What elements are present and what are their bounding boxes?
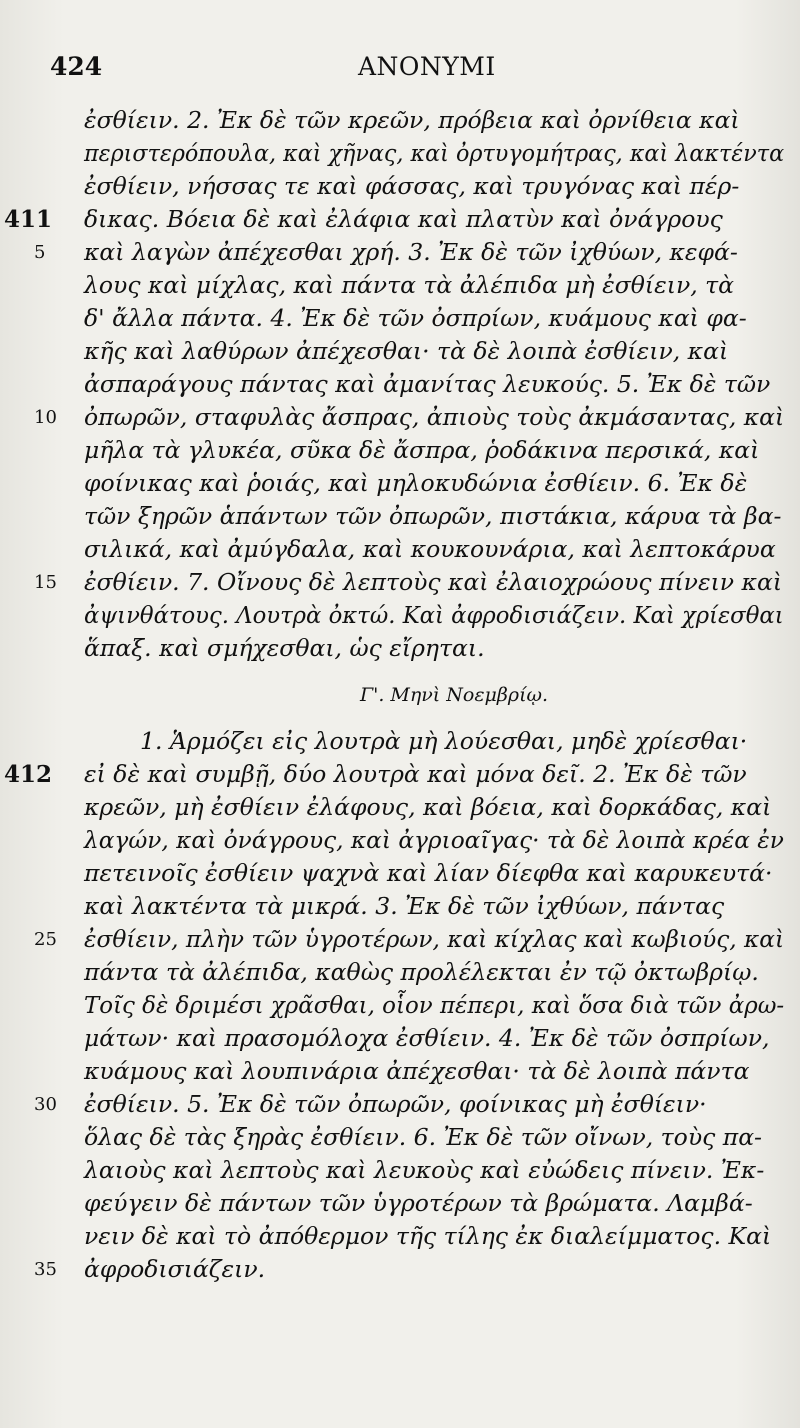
line-number: 15	[34, 572, 57, 593]
line-text: λαγών, καὶ ὀνάγρους, καὶ ἀγριοαῖγας· τὰ δὲ λοιπὰ κρέα ἐν	[84, 826, 784, 854]
line-text: ἀφροδισιάζειν.	[84, 1255, 266, 1283]
line-text: ἐσθίειν. 7. Οἴνους δὲ λεπτοὺς καὶ ἐλαιοχρώους πίνειν καὶ	[84, 568, 783, 596]
line-text: ὀπωρῶν, σταφυλὰς ἄσπρας, ἀπιοὺς τοὺς ἀκμάσαντας, καὶ	[84, 403, 785, 431]
line-text: τῶν ξηρῶν ἁπάντων τῶν ὀπωρῶν, πιστάκια, κάρυα τὰ βα-	[84, 502, 782, 530]
text-line	[84, 824, 784, 857]
text-line	[84, 989, 784, 1022]
text-line	[84, 1055, 784, 1088]
running-head	[0, 52, 800, 92]
line-text: μάτων· καὶ πρασομόλοχα ἐσθίειν. 4. Ἐκ δὲ τῶν ὀσπρίων,	[84, 1024, 770, 1052]
text-line	[84, 170, 784, 203]
body-text	[4, 104, 785, 1286]
line-text: ἀψινθάτους. Λουτρὰ ὀκτώ. Καὶ ἀφροδισιάζειν. Καὶ χρίεσθαι	[84, 601, 784, 629]
line-text: ἐσθίειν. 2. Ἐκ δὲ τῶν κρεῶν, πρόβεια καὶ ὀρνίθεια καὶ	[84, 106, 740, 134]
margin-reference-number: 411	[4, 206, 53, 233]
text-line	[84, 1154, 784, 1187]
text-line	[34, 401, 785, 434]
text-line	[34, 1088, 784, 1121]
line-text: λους καὶ μίχλας, καὶ πάντα τὰ ἀλέπιδα μὴ ἐσθίειν, τὰ	[84, 271, 735, 299]
text-line	[84, 725, 784, 758]
text-line	[84, 1220, 784, 1253]
line-text: κρεῶν, μὴ ἐσθίειν ἐλάφους, καὶ βόεια, καὶ δορκάδας, καὶ	[84, 793, 772, 821]
line-text: δ' ἄλλα πάντα. 4. Ἐκ δὲ τῶν ὀσπρίων, κυάμους καὶ φα-	[84, 304, 747, 332]
line-text: ἀσπαράγους πάντας καὶ ἀμανίτας λευκούς. 5. Ἐκ δὲ τῶν	[84, 370, 771, 398]
text-line	[84, 533, 784, 566]
line-text: φοίνικας καὶ ῥοιάς, καὶ μηλοκυδώνια ἐσθίειν. 6. Ἐκ δὲ	[84, 469, 748, 497]
line-text: εἰ δὲ καὶ συμβῇ, δύο λουτρὰ καὶ μόνα δεῖ. 2. Ἐκ δὲ τῶν	[84, 760, 747, 788]
line-number: 10	[34, 407, 57, 428]
text-line	[84, 269, 784, 302]
text-line	[84, 1121, 784, 1154]
text-line	[84, 599, 784, 632]
text-line	[84, 791, 784, 824]
line-number: 30	[34, 1094, 57, 1115]
line-text: κῆς καὶ λαθύρων ἀπέχεσθαι· τὰ δὲ λοιπὰ ἐσθίειν, καὶ	[84, 337, 729, 365]
page-number: 424	[50, 52, 103, 81]
text-line	[84, 137, 784, 170]
line-text: νειν δὲ καὶ τὸ ἀπόθερμον τῆς τίλης ἐκ διαλείμματος. Καὶ	[84, 1222, 772, 1250]
margin-reference-number: 412	[4, 761, 53, 788]
line-text: ἅπαξ. καὶ σμήχεσθαι, ὡς εἴρηται.	[84, 634, 485, 662]
text-line	[84, 104, 784, 137]
text-line	[84, 1187, 784, 1220]
line-text: περιστερόπουλα, καὶ χῆνας, καὶ ὀρτυγομήτρας, καὶ λακτέντα	[84, 139, 785, 167]
line-text: καὶ λαγὼν ἀπέχεσθαι χρή. 3. Ἐκ δὲ τῶν ἰχθύων, κεφά-	[84, 238, 738, 266]
text-line	[34, 566, 784, 599]
line-text: ἐσθίειν, πλὴν τῶν ὑγροτέρων, καὶ κίχλας καὶ κωβιούς, καὶ	[84, 925, 785, 953]
running-title: ANONYMI	[358, 52, 496, 81]
text-line	[34, 236, 784, 269]
section-heading: Γ'. Μηνὶ Νοεμβρίῳ.	[359, 684, 549, 706]
text-line	[84, 632, 784, 665]
text-line	[84, 956, 784, 989]
text-line	[34, 923, 785, 956]
line-text: δικας. Βόεια δὲ καὶ ἐλάφια καὶ πλατὺν καὶ ὀνάγρους	[84, 205, 723, 233]
line-text: 1. Ἁρμόζει εἰς λουτρὰ μὴ λούεσθαι, μηδὲ χρίεσθαι·	[140, 727, 748, 755]
text-line	[84, 335, 784, 368]
line-text: πετεινοῖς ἐσθίειν ψαχνὰ καὶ λίαν δίεφθα καὶ καρυκευτά·	[84, 859, 773, 887]
text-line	[4, 203, 784, 236]
line-text: πάντα τὰ ἀλέπιδα, καθὼς προλέλεκται ἐν τῷ ὀκτωβρίῳ.	[84, 958, 759, 986]
text-line	[84, 467, 784, 500]
line-text: φεύγειν δὲ πάντων τῶν ὑγροτέρων τὰ βρώματα. Λαμβά-	[84, 1189, 753, 1217]
text-line	[84, 368, 784, 401]
line-text: μῆλα τὰ γλυκέα, σῦκα δὲ ἄσπρα, ῥοδάκινα περσικά, καὶ	[84, 436, 760, 464]
text-line	[4, 758, 784, 791]
line-text: καὶ λακτέντα τὰ μικρά. 3. Ἐκ δὲ τῶν ἰχθύων, πάντας	[84, 892, 725, 920]
line-number: 25	[34, 929, 57, 950]
line-text: ὅλας δὲ τὰς ξηρὰς ἐσθίειν. 6. Ἐκ δὲ τῶν οἴνων, τοὺς πα-	[84, 1123, 763, 1151]
text-line	[34, 1253, 784, 1286]
text-line	[84, 890, 784, 923]
section-spacer	[84, 713, 784, 725]
line-number: 35	[34, 1259, 57, 1280]
line-text: κυάμους καὶ λουπινάρια ἀπέχεσθαι· τὰ δὲ λοιπὰ πάντα	[84, 1057, 750, 1085]
text-line	[84, 500, 784, 533]
line-text: σιλικά, καὶ ἀμύγδαλα, καὶ κουκουνάρια, καὶ λεπτοκάρυα	[84, 535, 776, 563]
line-text: ἐσθίειν, νήσσας τε καὶ φάσσας, καὶ τρυγόνας καὶ πέρ-	[84, 172, 740, 200]
section-spacer	[84, 665, 784, 677]
line-text: ἐσθίειν. 5. Ἐκ δὲ τῶν ὀπωρῶν, φοίνικας μὴ ἐσθίειν·	[84, 1090, 707, 1118]
text-line	[84, 302, 784, 335]
line-text: Τοῖς δὲ δριμέσι χρᾶσθαι, οἷον πέπερι, καὶ ὅσα διὰ τῶν ἀρω-	[84, 991, 785, 1019]
line-text: λαιοὺς καὶ λεπτοὺς καὶ λευκοὺς καὶ εὐώδεις πίνειν. Ἐκ-	[84, 1156, 765, 1184]
line-number: 5	[34, 242, 46, 263]
text-line	[84, 434, 784, 467]
text-line	[84, 857, 784, 890]
text-line	[84, 1022, 784, 1055]
